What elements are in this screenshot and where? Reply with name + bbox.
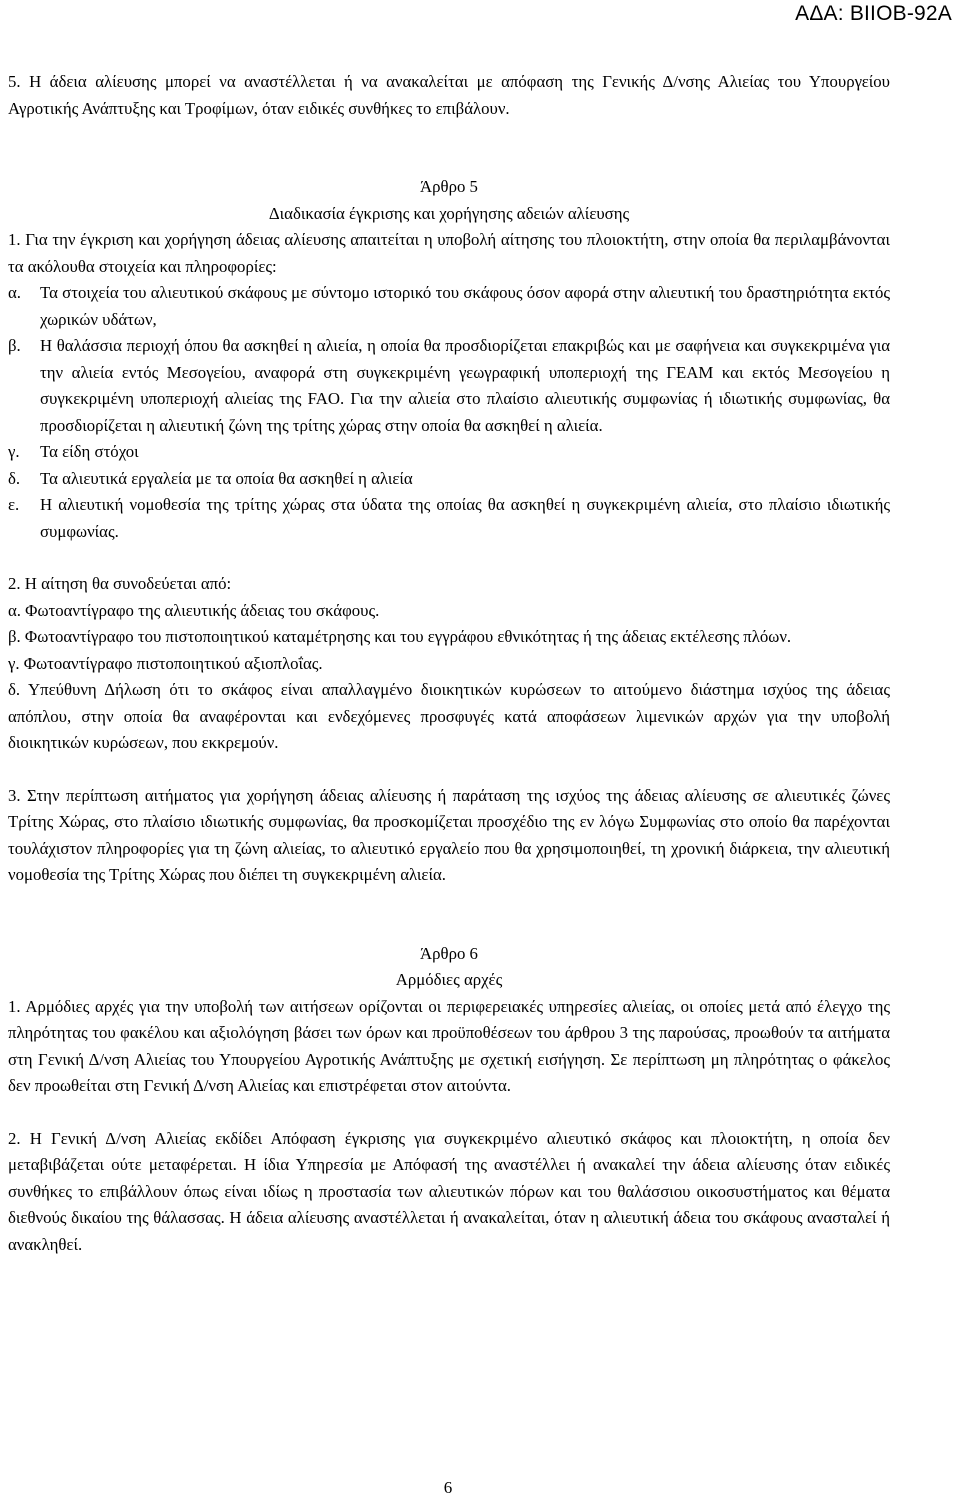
list-item	[8, 466, 890, 493]
list-item	[8, 439, 890, 466]
article-6-paragraph-1: 1. Αρμόδιες αρχές για την υποβολή των αιτήσεων ορίζονται οι περιφερειακές υπηρεσίες αλιείας, οι οποίες μετά από έλεγχο της πληρότητας του φακέλου και αξιολόγηση βάσει των όρων και προϋποθέσεων του άρθρου 3 της παρούσας, προωθούν τα αιτήματα στη Γενική Δ/νση Αλιείας του Υπουργείου Αγροτικής Ανάπτυξης με σχετική εισήγηση. Σε περίπτωση μη πληρότητας ο φάκελος δεν προωθείται στη Γενική Δ/νση Αλιείας και επιστρέφεται στον αιτούντα.	[8, 996, 890, 1095]
attachment-item: α. Φωτοαντίγραφο της αλιευτικής άδειας του σκάφους.	[8, 600, 380, 620]
attachment-item: β. Φωτοαντίγραφο του πιστοποιητικού καταμέτρησης και του εγγράφου εθνικότητας ή της άδειας εκτέλεσης πλόων.	[8, 627, 792, 646]
article-5-title: Διαδικασία έγκρισης και χορήγησης αδειών αλίευσης	[268, 203, 630, 223]
list-item-text: Τα στοιχεία του αλιευτικού σκάφους με σύντομο ιστορικό του σκάφους όσον αφορά στην αλιευτική του δραστηριότητα εκτός χωρικών υδάτων,	[40, 283, 890, 329]
list-item-text: Η θαλάσσια περιοχή όπου θα ασκηθεί η αλιεία, η οποία θα προσδιορίζεται επακριβώς και με σαφήνεια και συγκεκριμένα για την αλιεία εντός Μεσογείου, αναφορά στη συγκεκριμένη γεωγραφική υποπεριοχή της ΓΕΑΜ και εκτός Μεσογείου η συγκεκριμένη υποπεριοχή αλιείας της FAO. Για την αλιεία στο πλαίσιο αλιευτικής συμφωνίας ή ιδιωτικής συμφωνίας, θα προσδιορίζεται η αλιευτική ζώνη της τρίτης χώρας στην οποία θα ασκηθεί η αλιεία.	[40, 336, 890, 435]
list-item	[8, 280, 890, 333]
list-item-text: Τα αλιευτικά εργαλεία με τα οποία θα ασκηθεί η αλιεία	[40, 468, 413, 488]
article-6-paragraph-2: 2. Η Γενική Δ/νση Αλιείας εκδίδει Απόφαση έγκρισης για συγκεκριμένο αλιευτικό σκάφος και πλοιοκτήτη, η οποία δεν μεταβιβάζεται ούτε μεταφέρεται. Η ίδια Υπηρεσία με Απόφασή της αναστέλλει ή ανακαλεί την άδεια αλίευσης όταν ειδικές συνθήκες το επιβάλλουν όπως είναι ιδίως η προστασία των αλιευτικών πόρων και του θαλάσσιου οικοσυστήματος και θέματα διεθνούς δικαίου της θάλασσας. Η άδεια αλίευσης αναστέλλεται ή ανακαλείται, όταν η αλιευτική άδεια του σκάφους ανασταλεί ή ανακληθεί.	[8, 1128, 890, 1254]
article-5-number: Άρθρο 5	[420, 177, 478, 196]
list-item-letter: ε.	[8, 495, 20, 514]
attachment-item: δ. Υπεύθυνη Δήλωση ότι το σκάφος είναι απαλλαγμένο διοικητικών κυρώσεων το αιτούμενο διάστημα ισχύος της άδειας απόπλου, στην οποία θα αναφέρονται και ενδεχόμενες προσφυγές κατά αποφάσεων λιμενικών αρχών για την υποβολή διοικητικών κυρώσεων, που εκκρεμούν.	[8, 680, 890, 752]
list-item-text: Τα είδη στόχοι	[40, 442, 139, 461]
list-item	[8, 492, 890, 545]
list-item-letter: δ.	[8, 468, 21, 488]
list-item-text: Η αλιευτική νομοθεσία της τρίτης χώρας στα ύδατα της οποίας θα ασκηθεί η συγκεκριμένη αλιεία, στο πλαίσιο ιδιωτικής συμφωνίας.	[40, 495, 890, 541]
ada-code: ΑΔΑ: ΒΙΙΟΒ-92Α	[795, 2, 952, 25]
article-6-title: Αρμόδιες αρχές	[395, 970, 503, 989]
article-5-paragraph-1: 1. Για την έγκριση και χορήγηση άδειας αλίευσης απαιτείται η υποβολή αίτησης του πλοιοκτήτη, στην οποία θα περιλαμβάνονται τα ακόλουθα στοιχεία και πληροφορίες:	[8, 230, 890, 276]
list-item-letter: α.	[8, 283, 21, 302]
article-5-paragraph-2-intro: 2. Η αίτηση θα συνοδεύεται από:	[8, 574, 232, 593]
list-item	[8, 333, 890, 439]
paragraph-5: 5. Η άδεια αλίευσης μπορεί να αναστέλλεται ή να ανακαλείται με απόφαση της Γενικής Δ/νσης Αλιείας του Υπουργείου Αγροτικής Ανάπτυξης και Τροφίμων, όταν ειδικές συνθήκες το επιβάλουν.	[8, 72, 890, 118]
article-5-paragraph-3: 3. Στην περίπτωση αιτήματος για χορήγηση άδειας αλίευσης ή παράταση της ισχύος της άδειας αλίευσης σε αλιευτικές ζώνες Τρίτης Χώρας, στο πλαίσιο ιδιωτικής συμφωνίας, θα προσκομίζεται προσχέδιο της εν λόγω Συμφωνίας στο οποίο θα παρέχονται τουλάχιστον πληροφορίες για τη ζώνη αλιείας, το αλιευτικό εργαλείο που θα χρησιμοποιηθεί, τη χρονική διάρκεια, την αλιευτική νομοθεσία της Τρίτης Χώρας που διέπει τη συγκεκριμένη αλιεία.	[8, 785, 890, 884]
document-body	[8, 69, 890, 1258]
attachment-item: γ. Φωτοαντίγραφο πιστοποιητικού αξιοπλοΐας.	[8, 653, 323, 673]
list-item-letter: γ.	[8, 442, 20, 461]
list-item-letter: β.	[8, 336, 21, 355]
article-6-number: Άρθρο 6	[420, 943, 478, 963]
page-number: 6	[443, 1478, 453, 1497]
